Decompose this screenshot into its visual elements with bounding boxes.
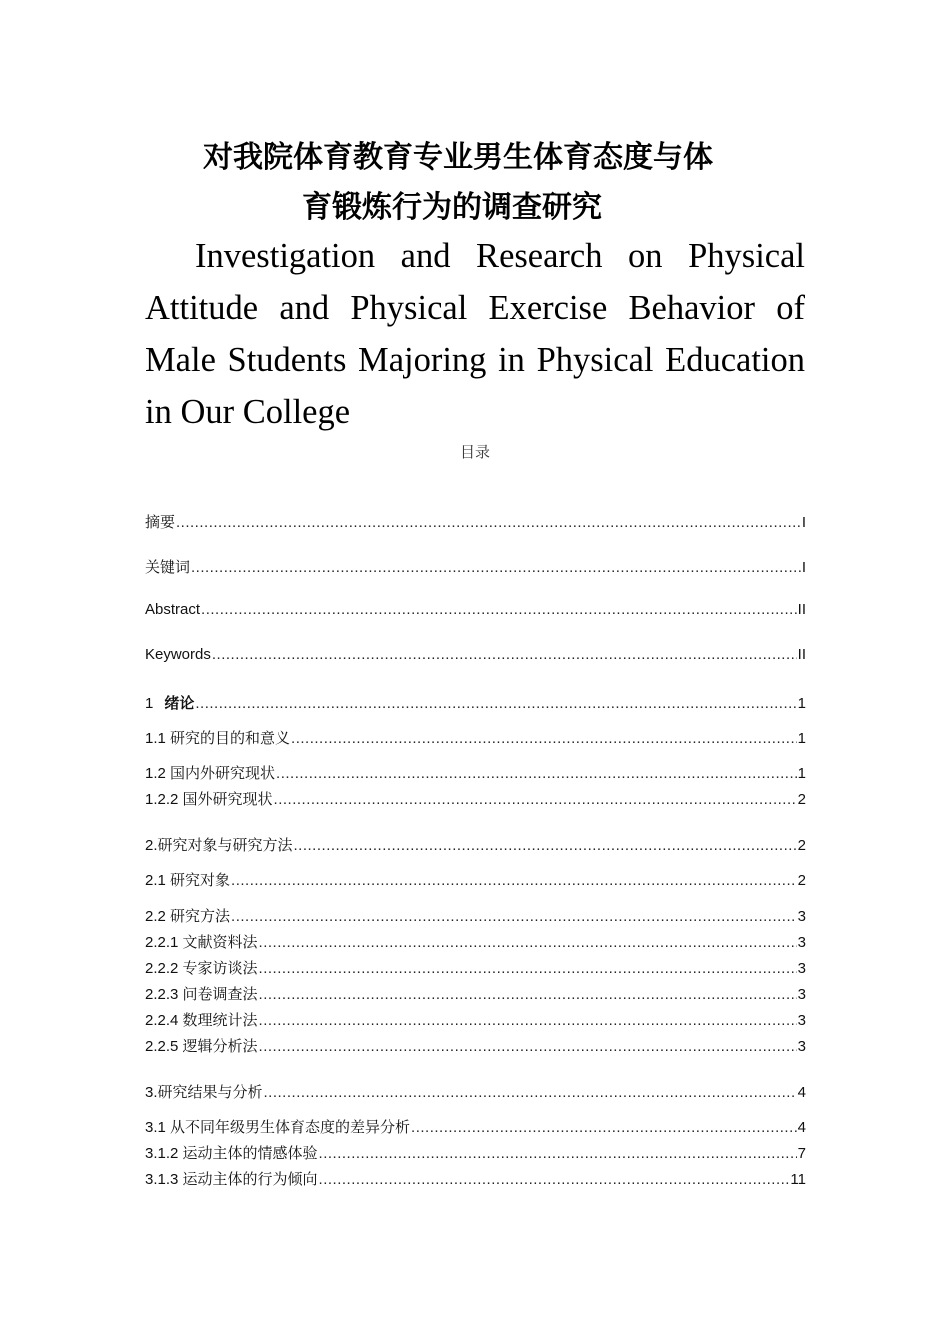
toc-entry[interactable] xyxy=(145,931,806,953)
toc-entry-page: 2 xyxy=(797,837,806,854)
toc-entry[interactable] xyxy=(145,788,806,810)
toc-entry-label: 2.2.1 文献资料法 xyxy=(145,934,258,951)
toc-entry[interactable] xyxy=(145,834,806,856)
toc-entry-label: Keywords xyxy=(145,646,211,663)
toc-entry-page: 2 xyxy=(797,872,806,889)
toc-entry[interactable] xyxy=(145,1035,806,1057)
toc-leader-dots xyxy=(212,646,797,663)
toc-entry-page: 4 xyxy=(797,1084,806,1101)
toc-entry-number: 1 xyxy=(145,695,154,712)
toc-entry-page: 1 xyxy=(797,695,806,712)
toc-heading: 目录 xyxy=(459,443,490,461)
toc-leader-dots xyxy=(411,1119,797,1136)
toc-leader-dots xyxy=(276,765,797,782)
toc-entry-page: 3 xyxy=(797,986,806,1003)
toc-entry-page: 7 xyxy=(797,1145,806,1162)
toc-entry[interactable] xyxy=(145,511,806,533)
toc-entry[interactable] xyxy=(145,1168,806,1190)
toc-entry[interactable] xyxy=(145,905,806,927)
toc-entry[interactable] xyxy=(145,983,806,1005)
toc-entry[interactable] xyxy=(145,1081,806,1103)
toc-entry-label: 1.1 研究的目的和意义 xyxy=(145,730,291,747)
toc-entry-label: 2.研究对象与研究方法 xyxy=(145,837,293,854)
toc-leader-dots xyxy=(259,960,797,977)
toc-entry-page: 4 xyxy=(797,1119,806,1136)
toc-entry-label: 2.2 研究方法 xyxy=(145,908,231,925)
toc-entry-page: 11 xyxy=(790,1171,806,1188)
toc-leader-dots xyxy=(259,1038,797,1055)
toc-entry-label: 1.2.2 国外研究现状 xyxy=(145,791,273,808)
toc-leader-dots xyxy=(231,872,797,889)
toc-entry-page: II xyxy=(797,601,806,618)
toc-leader-dots xyxy=(294,837,797,854)
toc-entry-label: 2.2.5 逻辑分析法 xyxy=(145,1038,258,1055)
toc-leader-dots xyxy=(259,934,797,951)
toc-entry-page: 3 xyxy=(797,908,806,925)
toc-entry[interactable] xyxy=(145,727,806,749)
toc-entry-label: 2.2.2 专家访谈法 xyxy=(145,960,258,977)
toc-entry[interactable] xyxy=(145,646,806,668)
english-title: Investigation and Research on Physical Attitude and Physical Exercise Behavior of Male Students Majoring in Physical Education in Our College xyxy=(145,237,805,431)
toc-entry[interactable] xyxy=(145,556,806,578)
toc-entry-label: 绪论 xyxy=(164,695,195,712)
toc-entry-label: 摘要 xyxy=(145,514,176,531)
toc-leader-dots xyxy=(274,791,797,808)
toc-leader-dots xyxy=(319,1145,797,1162)
toc-entry-page: 1 xyxy=(797,730,806,747)
toc-entry-label: 3.1 从不同年级男生体育态度的差异分析 xyxy=(145,1119,411,1136)
toc-entry[interactable] xyxy=(145,869,806,891)
toc-leader-dots xyxy=(191,559,801,576)
toc-entry-label: 2.2.3 问卷调查法 xyxy=(145,986,258,1003)
toc-entry-page: 3 xyxy=(797,1012,806,1029)
toc-leader-dots xyxy=(259,1012,797,1029)
toc-entry[interactable] xyxy=(145,1116,806,1138)
toc-entry-label: 3.研究结果与分析 xyxy=(145,1084,263,1101)
toc-entry-label: 1.2 国内外研究现状 xyxy=(145,765,276,782)
toc-entry[interactable] xyxy=(145,601,806,623)
toc-entry-page: 2 xyxy=(797,791,806,808)
toc-entry-label: Abstract xyxy=(145,601,201,618)
toc-leader-dots xyxy=(195,695,796,712)
toc-entry-page: 3 xyxy=(797,1038,806,1055)
toc-entry-label: 3.1.2 运动主体的情感体验 xyxy=(145,1145,318,1162)
chinese-title-line-2: 育锻炼行为的调查研究 xyxy=(302,190,602,225)
toc-entry-label: 2.2.4 数理统计法 xyxy=(145,1012,258,1029)
toc-entry[interactable] xyxy=(145,692,806,714)
toc-entry-label: 关键词 xyxy=(145,559,191,576)
chinese-title-line-1: 对我院体育教育专业男生体育态度与体 xyxy=(203,140,713,175)
toc-entry-page: I xyxy=(801,514,806,531)
toc-entry-page: 1 xyxy=(797,765,806,782)
toc-entry-page: II xyxy=(797,646,806,663)
toc-entry[interactable] xyxy=(145,1142,806,1164)
toc-entry[interactable] xyxy=(145,762,806,784)
toc-entry[interactable] xyxy=(145,957,806,979)
toc-leader-dots xyxy=(176,514,801,531)
toc-entry-label: 2.1 研究对象 xyxy=(145,872,231,889)
toc-leader-dots xyxy=(231,908,797,925)
toc-entry-page: I xyxy=(801,559,806,576)
toc-leader-dots xyxy=(259,986,797,1003)
toc-leader-dots xyxy=(319,1171,790,1188)
toc-entry-page: 3 xyxy=(797,960,806,977)
toc-leader-dots xyxy=(264,1084,797,1101)
toc-entry-page: 3 xyxy=(797,934,806,951)
toc-leader-dots xyxy=(291,730,797,747)
toc-leader-dots xyxy=(201,601,797,618)
toc-entry[interactable] xyxy=(145,1009,806,1031)
toc-entry-label: 3.1.3 运动主体的行为倾向 xyxy=(145,1171,318,1188)
